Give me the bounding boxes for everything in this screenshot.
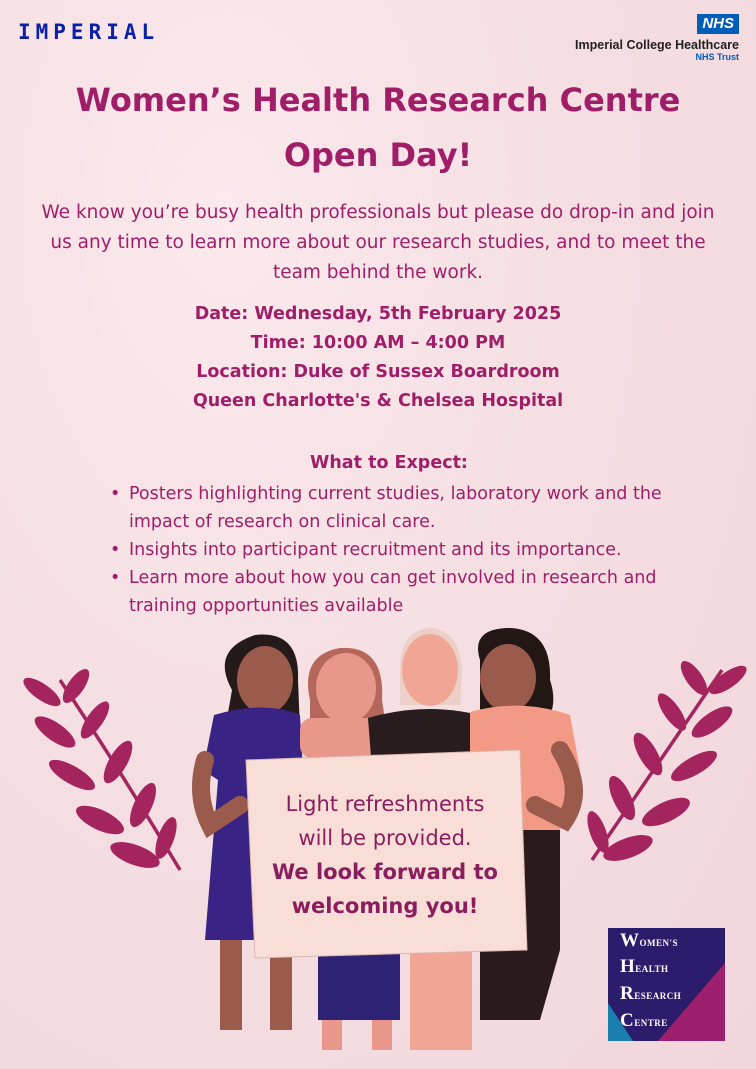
event-time: Time: 10:00 AM – 4:00 PM bbox=[250, 333, 506, 353]
left-laurel-icon bbox=[19, 665, 181, 873]
whrc-logo bbox=[608, 928, 725, 1041]
refreshments-banner bbox=[255, 787, 515, 923]
page-subtitle: Open Day! bbox=[283, 136, 473, 174]
list-item: • Insights into participant recruitment and its importance. bbox=[110, 536, 710, 564]
event-location: Location: Duke of Sussex Boardroom bbox=[196, 362, 560, 382]
page-title: Women’s Health Research Centre bbox=[75, 81, 681, 119]
whrc-line-health: HEALTH bbox=[620, 956, 669, 977]
expect-list bbox=[110, 480, 710, 620]
nhs-badge: NHS bbox=[697, 14, 739, 34]
banner-line-bold: welcoming you! bbox=[291, 894, 479, 918]
nhs-org-name: Imperial College Healthcare bbox=[575, 38, 739, 52]
nhs-trust-label: NHS Trust bbox=[695, 52, 739, 62]
whrc-line-centre: CENTRE bbox=[620, 1010, 668, 1031]
banner-line: will be provided. bbox=[298, 826, 472, 850]
whrc-line-women: WOMEN'S bbox=[620, 930, 679, 951]
list-item: • Learn more about how you can get involved in research and training opportunities available bbox=[110, 564, 710, 620]
banner-line-bold: We look forward to bbox=[272, 860, 498, 884]
event-date: Date: Wednesday, 5th February 2025 bbox=[194, 304, 562, 324]
nhs-logo bbox=[575, 13, 739, 62]
list-item: • Posters highlighting current studies, laboratory work and the impact of research on clinical care. bbox=[110, 480, 710, 536]
banner-line: Light refreshments bbox=[285, 792, 485, 816]
event-details bbox=[0, 300, 756, 416]
intro-text: We know you’re busy health professionals but please do drop-in and join us any time to learn more about our research studies, and to meet the team behind the work. bbox=[41, 202, 715, 283]
imperial-logo: IMPERIAL bbox=[18, 20, 160, 44]
expect-heading: What to Expect: bbox=[310, 453, 468, 473]
whrc-line-research: RESEARCH bbox=[620, 983, 682, 1004]
right-laurel-icon bbox=[583, 657, 751, 866]
event-hospital: Queen Charlotte's & Chelsea Hospital bbox=[192, 391, 564, 411]
